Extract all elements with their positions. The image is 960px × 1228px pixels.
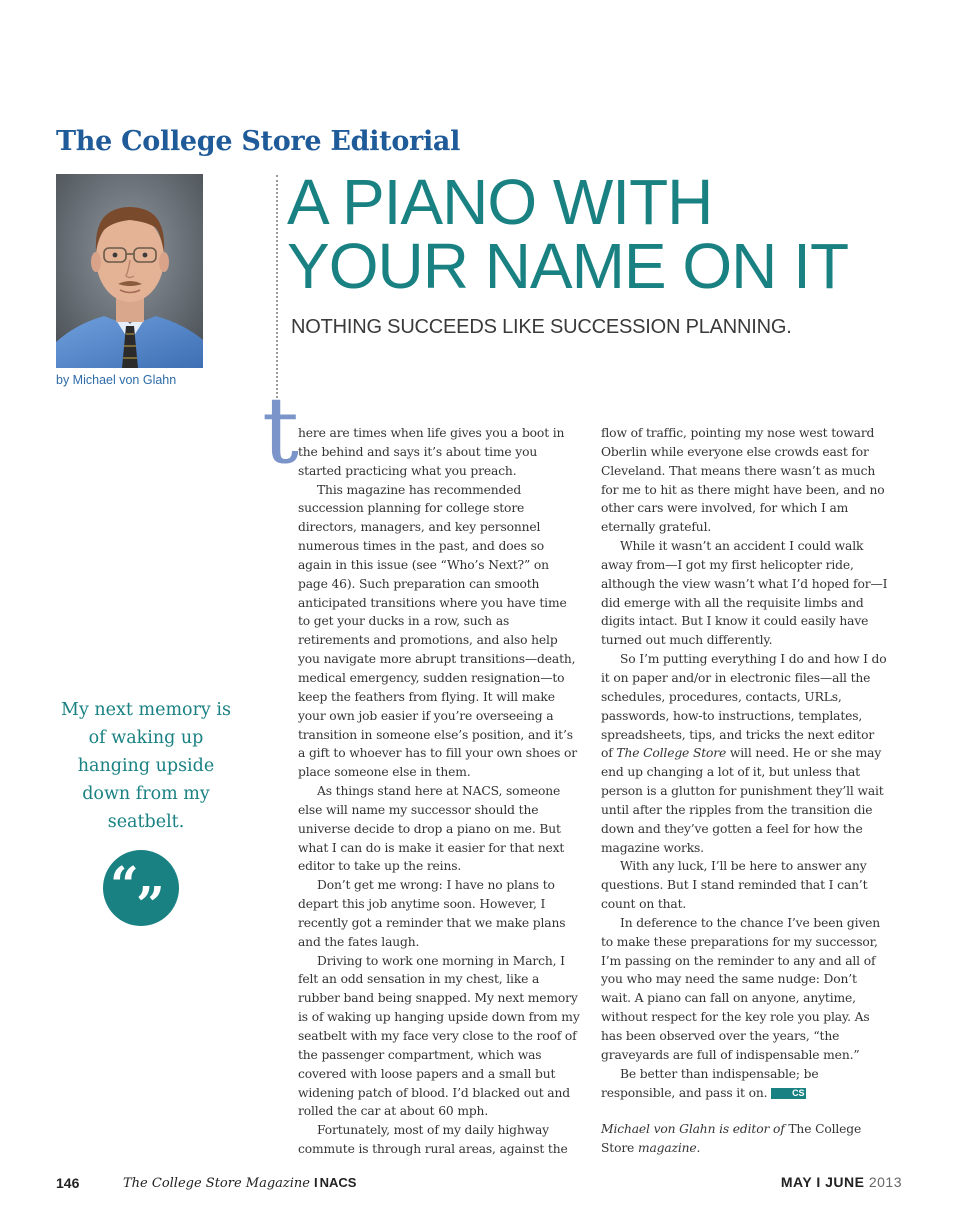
paragraph-text: Be better than indispensable; be responsible, and pass it on.: [601, 1066, 819, 1100]
footer-page-number: 146: [56, 1175, 80, 1191]
svg-text:”: ”: [136, 875, 165, 926]
paragraph-text: will need. He or she may end up changing a lot of it, but unless that person is a glutton for punishment they’ll wait until after the ripples from the transition die down and they’ve gotten a feel for how the magazine works.: [601, 746, 884, 855]
footer-publication: [123, 1175, 356, 1191]
footer-issue-date: [781, 1174, 902, 1190]
headline: [287, 166, 849, 302]
headline-line-1: A PIANO WITH: [287, 166, 713, 238]
paragraph: Driving to work one morning in March, I felt an odd sensation in my chest, like a rubber band being snapped. My next memory is of waking up hanging upside down from my seatbelt with my face very close to the roof of the passenger compartment, which was covered with loose papers and a small but widening patch of blood. I’d blacked out and rolled the car at about 60 mph.: [298, 953, 580, 1119]
quote-icon: [103, 850, 179, 926]
byline: by Michael von Glahn: [56, 373, 177, 387]
paragraph: With any luck, I’ll be here to answer any questions. But I stand reminded that I can’t count on that.: [601, 859, 868, 912]
footer-month: MAY I JUNE: [780, 1174, 865, 1190]
footer-magazine-name: The College Store Magazine: [123, 1176, 311, 1191]
tagline-text: Michael von Glahn is editor of: [601, 1122, 789, 1137]
paragraph: Fortunately, most of my daily highway commute is through rural areas, against the: [298, 1123, 568, 1157]
pull-quote: My next memory is of waking up hanging upside down from my seatbelt.: [61, 700, 231, 832]
article-column-right: [601, 424, 889, 1158]
paragraph: here are times when life gives you a boot in the behind and says it’s about time you started practicing what you preach.: [298, 426, 565, 478]
magazine-title: The College Store: [616, 746, 727, 761]
tagline-text: magazine.: [634, 1141, 701, 1156]
paragraph: [601, 650, 889, 857]
tagline-magazine-title: The College Store: [601, 1122, 862, 1156]
paragraph: In deference to the chance I’ve been given to make these preparations for my successor, I’m passing on the reminder to any and all of you who may need the same nudge: Don’t wait. A piano can fall on anyone, anytime, without respect for the key role you play. As has been observed over the years, “the graveyards are full of indispensable men.”: [601, 915, 881, 1062]
paragraph: While it wasn’t an accident I could walk away from—I got my first helicopter ride, although the view wasn’t what I’d hoped for—I did emerge with all the requisite limbs and digits intact. But I know it could easily have turned out much differently.: [601, 539, 888, 648]
author-tagline: [601, 1120, 889, 1158]
paragraph: flow of traffic, pointing my nose west toward Oberlin while everyone else crowds east for Cleveland. That means there wasn’t as much for me to hit as there might have been, and no other cars were involved, for which I am eternally grateful.: [601, 426, 885, 535]
footer-year: 2013: [868, 1174, 902, 1190]
paragraph-text: So I’m putting everything I do and how I do it on paper and/or in electronic files—all the schedules, procedures, contacts, URLs, passwords, how-to instructions, templates, spreadsheets, tips, and tricks the next editor of: [601, 652, 887, 761]
author-photo: [56, 174, 203, 368]
divider-rule: [276, 175, 278, 410]
svg-text:“: “: [110, 855, 139, 914]
footer-org: NACS: [319, 1175, 357, 1190]
paragraph: [601, 1065, 889, 1103]
section-title: The College Store Editorial: [56, 126, 461, 157]
end-mark-badge: CS: [771, 1088, 806, 1099]
drop-cap: t: [262, 377, 299, 484]
subheadline: NOTHING SUCCEEDS LIKE SUCCESSION PLANNING.: [291, 316, 792, 338]
footer-separator: I: [314, 1175, 318, 1190]
article-column-left: [298, 424, 581, 1159]
headline-line-2: YOUR NAME ON IT: [287, 230, 849, 302]
paragraph: As things stand here at NACS, someone else will name my successor should the universe decide to drop a piano on me. But what I can do is make it easier for that next editor to take up the reins.: [298, 784, 565, 874]
paragraph: Don’t get me wrong: I have no plans to depart this job anytime soon. However, I recently got a reminder that we make plans and the fates laugh.: [298, 878, 566, 949]
paragraph: This magazine has recommended succession planning for college store directors, managers, and key personnel numerous times in the past, and does so again in this issue (see “Who’s Next?” on page 46). Such preparation can smooth anticipated transitions where you have time to get your ducks in a row, such as retirements and promotions, and also help you navigate more abrupt transitions—death, medical emergency, sudden resignation—to keep the feathers from flying. It will make your own job easier if you’re overseeing a transition in someone else’s position, and it’s a gift to whoever has to fill your own shoes or place someone else in them.: [298, 482, 577, 780]
